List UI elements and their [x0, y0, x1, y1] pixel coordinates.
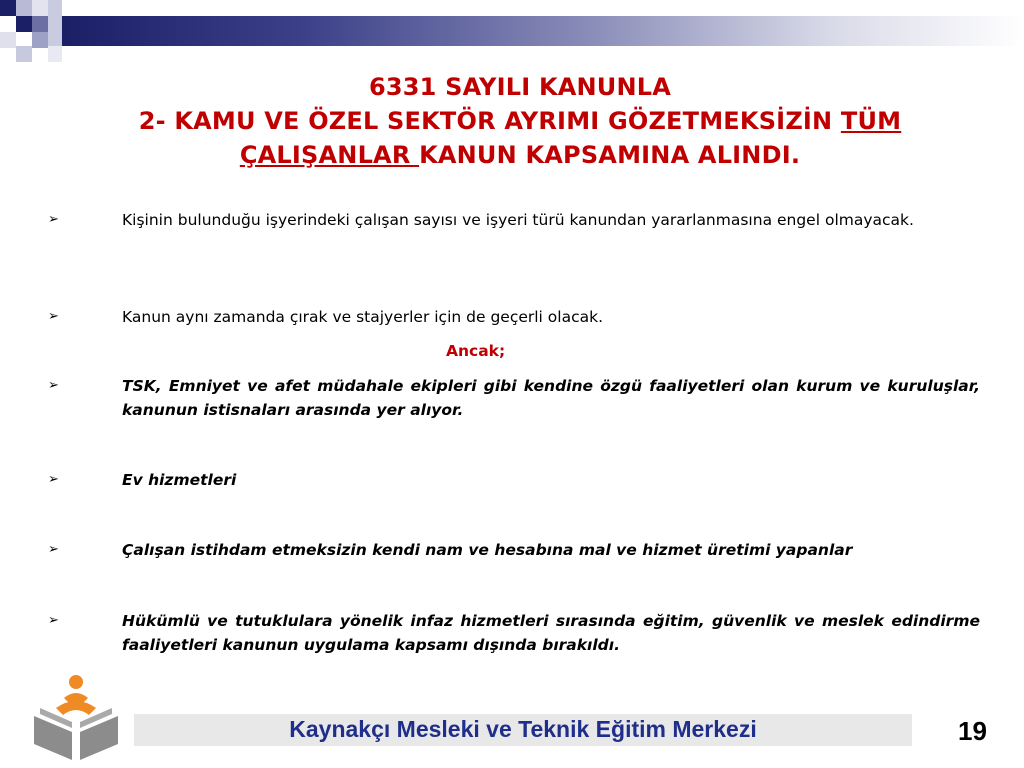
decor-square [0, 32, 16, 48]
header-gradient-bar [62, 16, 1024, 46]
arrow-bullet-icon: ➢ [48, 309, 59, 324]
decor-square [16, 0, 32, 16]
list-item [48, 374, 980, 422]
list-item-text: Ev hizmetleri [122, 471, 237, 489]
arrow-bullet-icon: ➢ [48, 542, 59, 557]
page-number: 19 [958, 716, 987, 746]
footer-institution-name: Kaynakçı Mesleki ve Teknik Eğitim Merkezi [289, 716, 757, 742]
list-item [48, 609, 980, 657]
top-decoration [0, 0, 1024, 70]
ancak-label: Ancak; [446, 342, 506, 360]
title-line-2-text: 2- KAMU VE ÖZEL SEKTÖR AYRIMI GÖZETMEKSİZİN [138, 107, 841, 135]
title-line-2 [60, 104, 980, 138]
decor-square [48, 46, 62, 62]
decor-square [0, 0, 16, 16]
decor-square [48, 0, 62, 46]
arrow-bullet-icon: ➢ [48, 472, 59, 487]
title-line-1: 6331 SAYILI KANUNLA [368, 73, 672, 101]
decor-square [32, 32, 48, 48]
decor-square [32, 16, 48, 32]
arrow-bullet-icon: ➢ [48, 613, 59, 628]
title-line-3-text: KANUN KAPSAMINA ALINDI. [419, 141, 801, 169]
title-line-2-underlined: TÜM [840, 107, 902, 135]
list-item-text: TSK, Emniyet ve afet müdahale ekipleri gibi kendine özgü faaliyetleri olan kurum ve kuruluşlar, kanunun istisnaları arasında yer alıyor. [122, 377, 980, 419]
list-item-text: Kişinin bulunduğu işyerindeki çalışan sayısı ve işyeri türü kanundan yararlanmasına engel olmayacak. [122, 211, 914, 229]
list-item-text: Kanun aynı zamanda çırak ve stajyerler için de geçerli olacak. [122, 308, 603, 326]
list-item [48, 468, 980, 492]
decor-square [16, 46, 32, 62]
slide-title [60, 70, 980, 172]
list-item-text: Çalışan istihdam etmeksizin kendi nam ve hesabına mal ve hizmet üretimi yapanlar [122, 541, 853, 559]
decor-square [16, 16, 32, 32]
arrow-bullet-icon: ➢ [48, 378, 59, 393]
institution-logo-icon [26, 672, 126, 762]
title-line-3-underlined: ÇALIŞANLAR [239, 141, 420, 169]
list-item-text: Hükümlü ve tutuklulara yönelik infaz hizmetleri sırasında eğitim, güvenlik ve meslek edindirme faaliyetleri kanunun uygulama kapsamı dışında bırakıldı. [122, 612, 980, 654]
decor-square [32, 0, 48, 16]
list-item [48, 208, 980, 232]
arrow-bullet-icon: ➢ [48, 212, 59, 227]
list-item [48, 305, 980, 329]
list-item [48, 538, 980, 562]
title-line-3 [60, 138, 980, 172]
